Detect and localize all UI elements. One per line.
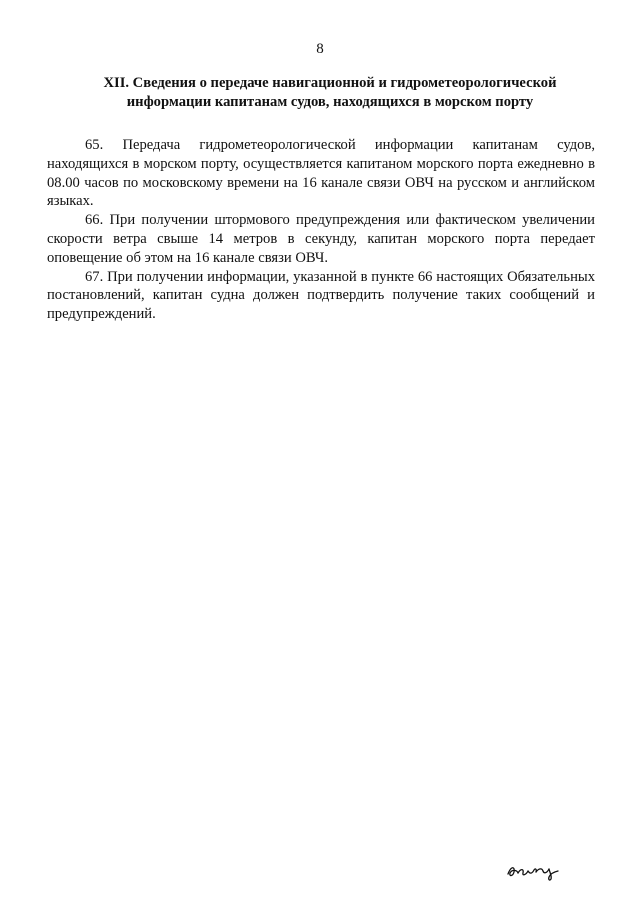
body-text [47, 136, 595, 324]
paragraph-67: 67. При получении информации, указанной в пункте 66 настоящих Обязательных постановлений, капитан судна должен подтвердить получение таких сообщений и предупреждений. [47, 268, 595, 323]
paragraph-65: 65. Передача гидрометеорологической информации капитанам судов, находящихся в морском порту, осуществляется капитаном морского порта ежедневно в 08.00 часов по московскому времени на 16 канале связи ОВЧ на русском и английском языках. [47, 137, 595, 210]
handwritten-signature-icon [505, 858, 561, 882]
section-heading: XII. Сведения о передаче навигационной и гидрометеорологической информации капитанам судов, находящихся в морском порту [103, 75, 557, 110]
paragraph-66: 66. При получении штормового предупреждения или фактическом увеличении скорости ветра свыше 14 метров в секунду, капитан морского порта передает оповещение об этом на 16 канале связи ОВЧ. [47, 212, 595, 266]
page-number: 8 [316, 41, 324, 57]
